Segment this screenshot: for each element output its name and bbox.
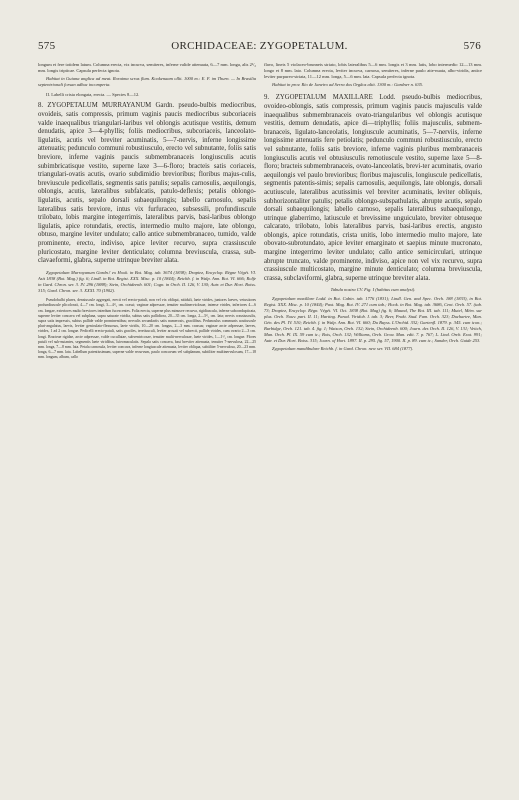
species-author: Lodd. bbox=[379, 94, 396, 102]
species-author: Gardn. bbox=[155, 102, 175, 110]
species-name: 8. ZYGOPETALUM MURRAYANUM bbox=[38, 102, 152, 110]
page-number-left: 575 bbox=[38, 40, 56, 52]
left-column bbox=[38, 62, 256, 780]
species-diagnosis: pseudo-bulbis mediocribus, ovoideo-oblongis, satis compressis, primum vaginis paucis majusculis valde inaequalibus submembranaceis ovato-triangularibus vel oblongis acutisque vestitis, demum denudatis, apice di—triphyllis; foliis majusculis, submem-branaceis, ligulato-lanceolatis, longiuscule acuminatis, 5—7-nerviis, inferne longissime attenuatis fere petiolatis; pedunculo communi robustiusculo, erecto vel subnutante, foliis satis breviore, inferne vaginis pluribus membranaceis longiusculis acutis vel obtusiusculis remotiuscule vestito, superne laxe 5—8-floro; bracteis submembranaceis, ovato-lanceolatis, brevi-ter acuminatis, ovario aequilongis vel paulo brevioribus; floribus majusculis, longiuscule pedicellatis, segmentis patentis-simis; sepalis carnosulis, aequilongis, late oblongis, dorsali acutiuscule, lateralibus acutissimis vel breviter acuminatis, leviter obliquis, subhorizontaliter patulis; petalis oblongo-subspathulatis, abrupte acutis, sepalo dorsali subaequilongis; labello carnoso, sepalis lateralibus subaequilongo, utrinque glaberrimo, latiuscule et brevissime unguiculato, breviter obtuseque calcarato, trilobato, lobis lateralibus parvis, basi-laribus erectis, angusto oblongis, apice rotundatis, crista unitis, lobo intermedio multo majore, late obovato-subrotundato, apice leviter emarginato et saepius minute mucronato, margine integerrimo leviter undulato; callo antice semicirculari, utrinque abrupte truncato, valde prominente, indiviso, apice non vel vix recurvo, supra crassiuscule multicostato, margine minute denticulato; columna breviuscula, crassa, subclaviformi, glabra, superne utrinque breviter alata. bbox=[264, 94, 482, 282]
habitat-note: Habitat in Guiana anglica ad meat. Roraima scrus flum. Kookenaam ollit. 1000 m.: E. F. im Thurn. — In Brasilia septentrionali forsan adhuc incomperta. bbox=[38, 76, 256, 88]
description-continuation-right: flavo, lineis 5 violaceo-brunneis striato, lobis lateralibus 5—6 mm. longis et 3 mm. latis, lobo intermedio 12—13 mm. longo et 8 mm. lato. Columna erecta, leviter incurva, carnosa, semiteres, inferne paulo atte-nuata, albo-viridis, antice leviter purpureo-striata, 11—12 mm. longa, 5—6 mm. lata. Capsula perfecta ignota. bbox=[264, 62, 482, 80]
synonym-entry: Zygopetalum mandibulare Reichb. f. in Gard. Chron. new ser. VII. 684 (1877). bbox=[272, 346, 414, 352]
species-name: 9. ZYGOPETALUM MAXILLARE bbox=[264, 94, 373, 102]
synonymy: Zygopetalum Murrayanum Gardn.! ex Hook. in Bot. Mag. tab. 3674 (1838); Drapiez, Encyclop. Règne Végét. VI. Asit 1838 (Bot. Mag.) fig. 6; Lindl. in Bot. Regist. XXX. Misc. p. 10 (1844); Reichb. f. in Walp. Ann. Bot. VI. 666; Rolfe in Gard. Chron. ser. 3. IV. 296 (1888); Stein, Orchideenb. 601; Cogn. in Orch. II. 126, V. 130; Autr. et Dur. Hort. Boiss. 315; Gard. Chron. ser. 3. XXXI. 70 (1902). bbox=[38, 269, 256, 294]
description-continuation: longum et fere totidem latum. Columna erecta, vix incurva, semiteres, inferne valide attenuata, 6—7 mm. longa, alis 2¹/₂ mm. longis tripticae. Capsula perfecta ignota. bbox=[38, 62, 256, 74]
habitat-note-right: Habitat in prov. Rio de Janeiro ad Serra dos Orgãos altit. 1300 m.: Gardner n. 635. bbox=[272, 82, 423, 88]
species-entry-9 bbox=[264, 94, 482, 283]
species-entry-8 bbox=[38, 102, 256, 265]
synonymy-right: Zygopetalum maxillare Lodd. in Bot. Cabin. tab. 1776 (1831); Lindl. Gen. and Spec. Orch. 188 (1833), in Bot. Regist. XXX. Misc. p. 10 (1844); Paxt. Mag. Bot. IV. 271 cum tab.; Hook. in Bot. Mag. tab. 3686, Cent. Orch. 57. (tab. 73; Drapiez, Encyclop. Règn. Végét. VI. Oct. 1838 (Bot. Mag) fig. 6; Maund, The Bot. III. tab. 111; Mutel, Mém. sur plus. Orch. Nouv. part. II. 11; Harting. Parad. Viridob. I. tab. 3; Beer, Prakt. Stud. Fam. Orch. 323; Duchartre, Man. Gén. des Pl. IV. 510; Reichb. f. in Walp. Ann. Bot. VI. 660; Du Buyss. L'Orchid. 332; Gartenfl. 1879. p. 345. cum icon.; Burbidge, Orch. 121. tab. 4. fig. 1; Watson, Orch. 132; Stein, Orchideenb. 600; Journ. des Orch. II. 126, V. 131; Veitch, Man. Orch. Pl. IX. 59 cum ic.; Bois, Orch. 132; Williams, Orch. Grow. Man. edit. 7. p. 767; L. Lind. Orch. Exot. 991; Autr. et Dur. Hort. Boiss. 315; Journ. of Hort. 1897. II. p. 295. fig. 57, 1900. II. p. 89. cum ic.; Sander, Orch. Guide 253. bbox=[264, 295, 482, 344]
running-title: ORCHIDACEAE: ZYGOPETALUM. bbox=[171, 40, 348, 52]
section-heading: II. Labelli crista elongata, erecta. — Species 8—12. bbox=[46, 92, 140, 98]
page-number-right: 576 bbox=[463, 40, 481, 52]
running-header bbox=[38, 40, 481, 54]
species-diagnosis: pseudo-bulbis mediocribus, ovoideis, satis compressis, primum vaginis paucis mediocribus subcoriaceis valde inaequalibus triangulari-laribus vel oblongis acutisque vestitis, demum denudatis, apice 3—4-phyllis; foliis mediocribus, subcoriaceis, lanceolato-ligulatis, acutis vel breviter acuminatis, 5—7-nervis, inferne longissime attenuatis; pedunculo communi robustiusculo, erecto vel subnutante, foliis satis breviore, inferne vaginis paucis submembranaceis longiusculis acutis subimbricatisque vestito, superne laxe 3—6-floro; bracteis satis coriaceis, triangulari-ovatis acutis, ovario subdimidio brevioribus; floribus majus-culis, breviuscule pedicellatis, segmentis satis patulis; sepalis carnosulis, aequilongis, oblongis, acutis, lateralibus subfalcatis, patulo-deflexis; petalis oblongo-ligulatis, acutis, sepalo dorsali subaequilongis; labello carnosulo, sepalis lateralibus satis breviore, intus vix furfuraceo, subsessili, profundiuscule trilobato, lobis margine integerrimis, lateralibus parvis, basi-laribus oblongo ligulatis, apice rotundatis, erectis, intermedio multo majore, late oblongo, obtuso, margine leviter undulato; callo antice submembranaceo, tumido, valde prominente, erecto, indiviso, apice leviter recurvo, supra crassiuscule pluricostato, margine leviter denticulato; columna breviuscula, crassa, sub-clavaeformi, glabra, superne utrinque breviter alata. bbox=[38, 102, 256, 265]
plate-reference: Tabula nostra CV. Fig. I (habitus cum analysi). bbox=[330, 287, 416, 293]
right-column bbox=[264, 62, 482, 532]
detailed-description: Pseudobulbi plures, densiuscule aggregati, erecti vel erecto-patuli, non vel vix obliqui, nitiduli, laete virides, juniores laeves, vetustiores profundiuscule plicolorati, 4—7 cm. longi, 3—4¹/₂ cm. crassi; vaginae adpressae, tenuiter multinerviolosae, intense virides, inferiores 4—6 cm. longae, exteriores multo breviores interdum fucescentes. Folia erecta, superne plus minusve recurva, rigidiuscula, inferne subcondupticata, superne leviter concava vel subplana, supra saturate viridia, subtus satis pallidiora, 20—35 cm. longa, 2—3¹/₂ cm. lata; nervis crassiusculis, supra satis impressis, subtus pallide valde prominentibus; nervulis secundariis satis numerosis, gracilibus. Pedunculus communis acutiuscule pluri-angulatus, laevis, leviter geniculato-flexuosus, laete viridis, 10—20 cm. longus, 2—3 mm. crassus; vaginae arcte adpressae, laeves, virides, 1 ad 2 cm. longae. Pedicelli erecto-patuli, satis graciles, teretiusculi, leviter arcuati vel subrecti, pallide virides, cum ovario 2—3 cm. longi. Bracteae rigidae, arcte adpressae, valde cucullatae, subventricosae, tenuiter multi-nervulosae, laete virides, 1—1¹/₂ cm. longae. Flores patuli vel sub-nutantes, segmentis laete viridibus, luteomaculatis. Sepala satis concava, basi breviter attenuata, tenuiter 7-nervulosa, 22—25 mm. longa, 7—8 mm. lata. Petala carnosula, leviter concava, inferne longiuscule attenuata, leviter obliqua, subtiliter 5-nervulosa, 20—23 mm. longa, 6—7 mm. lata. Labellum patentissimum, superne valde recurvum, paulo concavum vel subplanum, subtiliter multinervulosum, 17—18 mm. longum, album, callo bbox=[38, 298, 256, 360]
